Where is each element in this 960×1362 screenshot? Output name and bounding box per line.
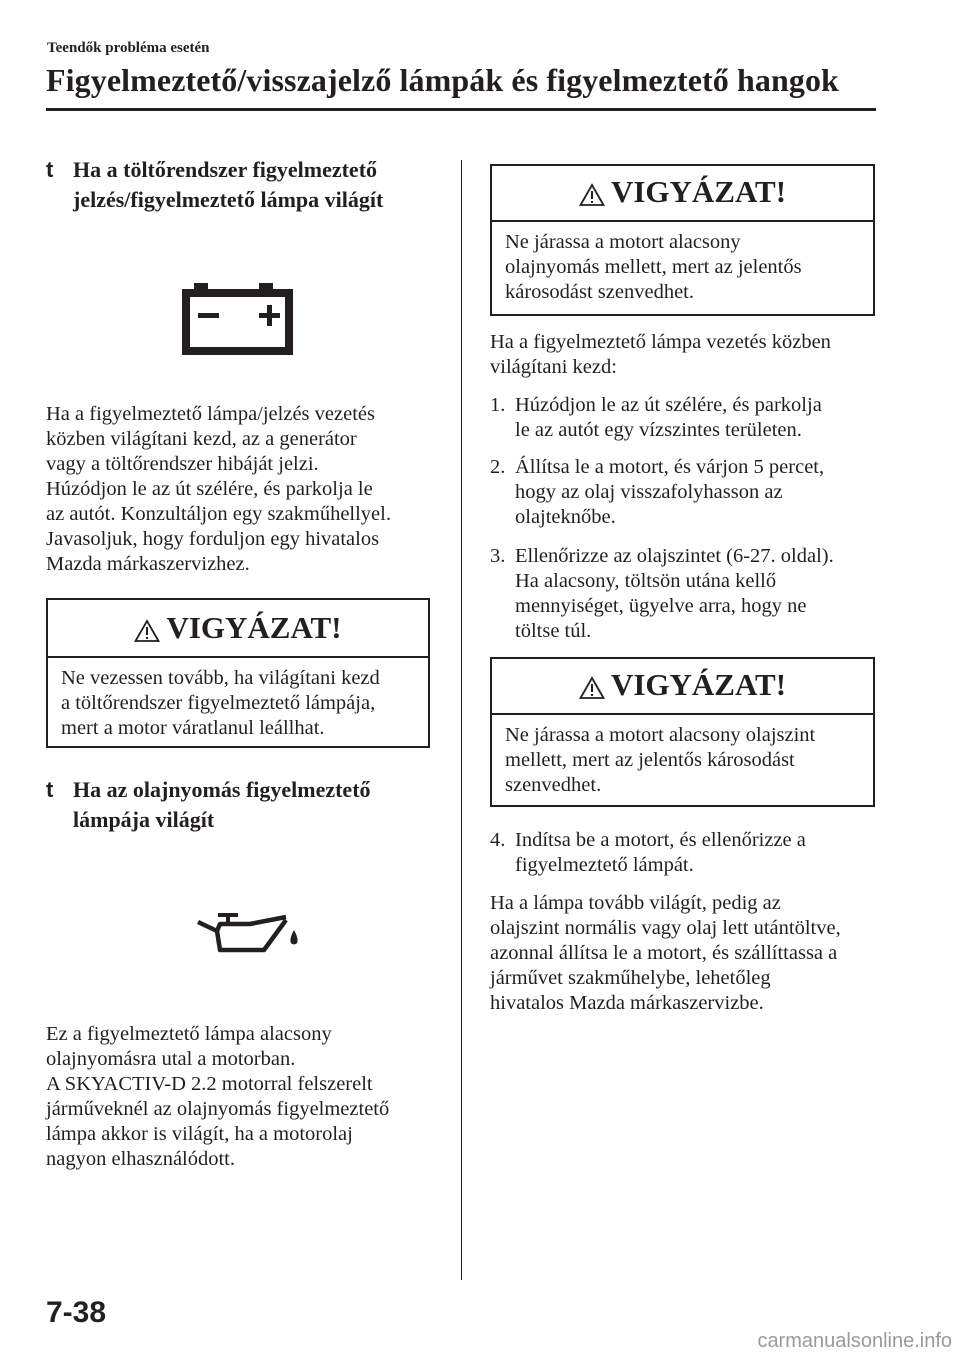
section-heading-charging: [46, 155, 446, 215]
header-divider: [46, 108, 876, 111]
section-label: Teendők probléma esetén: [47, 40, 210, 56]
warning-triangle-icon: [134, 619, 160, 643]
heading-line: Ha a töltőrendszer figyelmeztető: [73, 157, 378, 182]
driving-intro: Ha a figyelmeztető lámpa vezetés közben világítani kezd:: [490, 331, 831, 378]
section-bullet: t: [46, 777, 54, 802]
heading-line: Ha az olajnyomás figyelmeztető: [73, 777, 371, 802]
warning-title: VIGYÁZAT!: [492, 667, 873, 703]
warning-box-oil-level: [490, 657, 875, 807]
closing-paragraph: Ha a lámpa tovább világít, pedig az olajszint normális vagy olaj lett utántöltve, azonnal állítsa le a motort, és szállíttassa a járművet szakműhelybe, lehetőleg hivatalos Mazda márkaszervizbe.: [490, 892, 841, 1014]
charging-description: Ha a figyelmeztető lámpa/jelzés vezetés közben világítani kezd, az a generátor vagy a töltőrendszer hibáját jelzi. Húzódjon le az út szélére, és parkolja le az autót. Konzultáljon egy szakműhellyel. Javasoljuk, hogy forduljon egy hivatalos Mazda márkaszervizhez.: [46, 403, 391, 575]
warning-title: VIGYÁZAT!: [492, 174, 873, 210]
warning-text: Ne járassa a motort alacsony olajszint mellett, mert az jelentős károsodást szenvedhet.: [505, 724, 816, 796]
section-heading-oil: [46, 775, 446, 835]
watermark: carmanualsonline.info: [757, 1330, 952, 1352]
warning-box-charging: [46, 598, 430, 748]
warning-box-oil-pressure: [490, 164, 875, 316]
heading-line: lámpája világít: [73, 807, 215, 832]
warning-text: Ne vezessen tovább, ha világítani kezd a töltőrendszer figyelmeztető lámpája, mert a motor váratlanul leállhat.: [61, 667, 380, 739]
battery-icon: [180, 280, 296, 355]
warning-triangle-icon: [579, 676, 605, 700]
warning-title: VIGYÁZAT!: [48, 610, 428, 646]
column-divider: [461, 160, 462, 1280]
oil-description: Ez a figyelmeztető lámpa alacsony olajnyomásra utal a motorban. A SKYACTIV-D 2.2 motorral felszerelt járműveknél az olajnyomás figyelmeztető lámpa akkor is világít, ha a motorolaj nagyon elhasználódott.: [46, 1023, 390, 1170]
warning-text: Ne járassa a motort alacsony olajnyomás mellett, mert az jelentős károsodást szenvedhet.: [505, 231, 802, 303]
heading-line: jelzés/figyelmeztető lámpa világít: [73, 187, 384, 212]
oil-can-icon: [190, 910, 306, 958]
page-title: Figyelmeztető/visszajelző lámpák és figyelmeztető hangok: [46, 62, 839, 98]
page-number: 7-38: [46, 1296, 107, 1329]
section-bullet: t: [46, 157, 54, 182]
warning-triangle-icon: [579, 183, 605, 207]
